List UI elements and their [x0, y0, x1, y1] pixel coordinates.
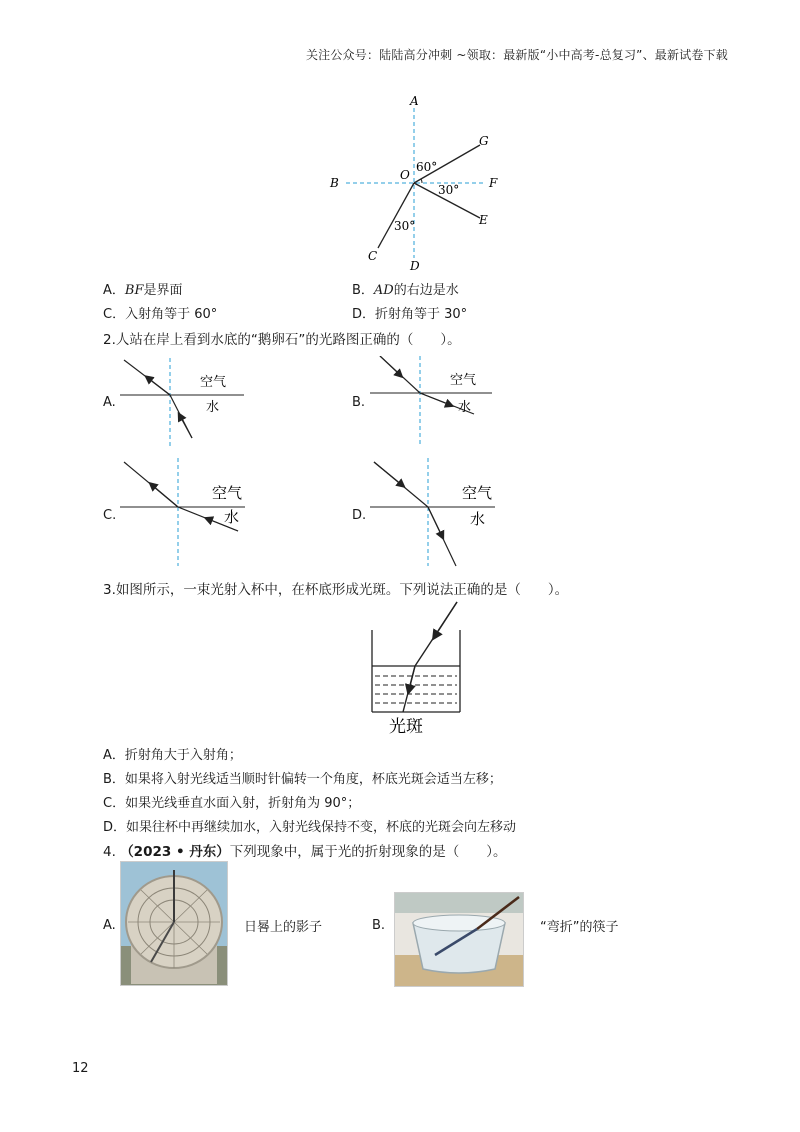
q2-diagram-b [370, 356, 500, 448]
q4-stem: 下列现象中，属于光的折射现象的是（ ）。 [229, 844, 507, 860]
angle-30-right: 30° [438, 183, 460, 197]
chopsticks-photo [394, 892, 524, 987]
air-label: 空气 [200, 375, 227, 390]
air-label: 空气 [462, 484, 493, 502]
q1-option-d[interactable]: D．折射角等于 30° [352, 307, 468, 322]
option-text: 的右边是水 [393, 283, 459, 298]
refraction-diagram [320, 90, 520, 270]
air-label: 空气 [450, 373, 477, 388]
label-E: E [479, 213, 488, 227]
q2-diagram-c [120, 458, 250, 568]
spot-label: 光斑 [389, 717, 423, 737]
option-var: AD [373, 283, 394, 298]
q4-stem-line [103, 840, 507, 860]
option-letter: A． [103, 283, 125, 298]
page-header: 关注公众号：陆陆高分冲刺 ~领取：最新版“小中高考-总复习”、最新试卷下载 [305, 48, 728, 62]
q3-option-a[interactable]: A．折射角大于入射角； [103, 748, 242, 763]
q1-option-c[interactable]: C．入射角等于 60° [103, 307, 218, 322]
q2-option-d-letter[interactable]: D. [352, 508, 367, 523]
angle-30-bottom: 30° [394, 219, 416, 233]
q4-source: （2023 • 丹东） [120, 844, 230, 860]
q2-diagram-d [370, 458, 500, 568]
q3-cup-diagram [365, 600, 475, 738]
q4-option-a-letter[interactable]: A. [103, 918, 116, 933]
q2-option-b-letter[interactable]: B. [352, 395, 366, 410]
option-letter: B． [352, 283, 374, 298]
q3-option-d[interactable]: D．如果往杯中再继续加水，入射光线保持不变，杯底的光斑会向左移动 [103, 820, 517, 835]
label-B: B [330, 176, 339, 190]
water-label: 水 [458, 400, 472, 415]
label-F: F [489, 176, 498, 190]
q3-option-c[interactable]: C．如果光线垂直水面入射，折射角为 90°； [103, 796, 361, 811]
q2-diagram-a [120, 358, 250, 450]
air-label: 空气 [212, 484, 243, 502]
ray-OC [378, 183, 414, 248]
q2-option-c-letter[interactable]: C. [103, 508, 117, 523]
water-label: 水 [224, 508, 240, 526]
water-label: 水 [206, 400, 220, 415]
sundial-photo [120, 861, 228, 986]
label-A: A [410, 94, 419, 108]
q1-option-a[interactable] [103, 279, 183, 298]
q4-option-a-caption: 日晷上的影子 [244, 920, 323, 935]
q4-number: 4. [103, 844, 116, 860]
q2-option-a-letter[interactable]: A. [103, 395, 116, 410]
q4-option-b-letter[interactable]: B. [372, 918, 386, 933]
water-label: 水 [470, 510, 486, 528]
page-number: 12 [72, 1061, 89, 1076]
q3-stem: 3.如图所示，一束光射入杯中，在杯底形成光斑。下列说法正确的是（ ）。 [103, 582, 569, 598]
q2-stem: 2.人站在岸上看到水底的“鹅卵石”的光路图正确的（ ）。 [103, 332, 461, 348]
label-D: D [410, 259, 420, 270]
option-text: 是界面 [143, 283, 183, 298]
label-C: C [368, 249, 378, 263]
option-var: BF [124, 283, 144, 298]
label-G: G [479, 134, 489, 148]
q1-option-b[interactable] [352, 279, 459, 298]
label-O: O [400, 168, 410, 182]
angle-arc [421, 179, 422, 183]
q4-option-b-caption: “弯折”的筷子 [540, 920, 619, 935]
q3-option-b[interactable]: B．如果将入射光线适当顺时针偏转一个角度，杯底光斑会适当左移； [103, 772, 502, 787]
angle-60: 60° [416, 160, 438, 174]
